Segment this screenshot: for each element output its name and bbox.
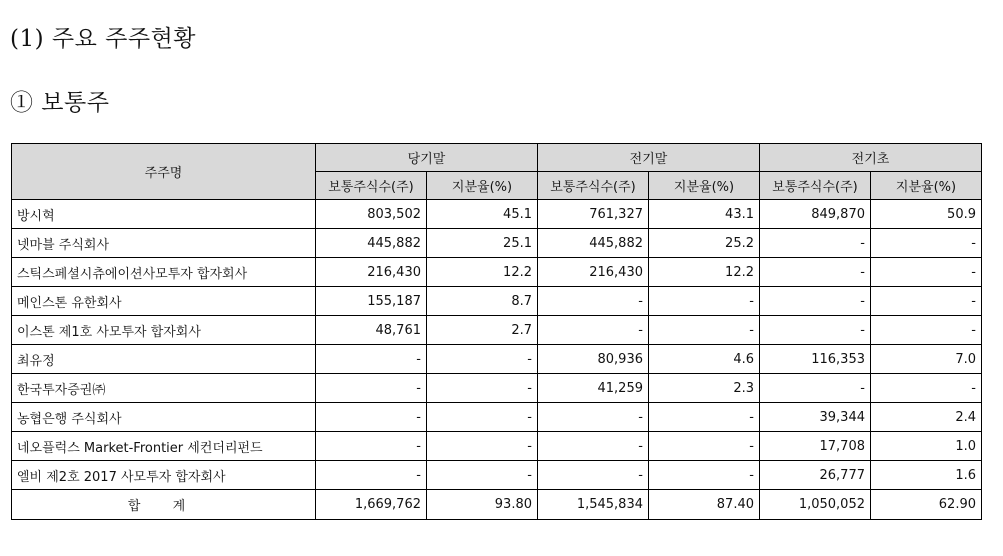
period-header: 당기말 (316, 144, 538, 172)
shares-cell: - (316, 461, 427, 490)
shares-cell: - (538, 403, 649, 432)
table-row (12, 316, 982, 345)
header-row-periods (12, 144, 982, 172)
shares-cell: 849,870 (760, 200, 871, 229)
shares-cell: - (760, 374, 871, 403)
ratio-cell: 2.7 (427, 316, 538, 345)
period-header: 전기말 (538, 144, 760, 172)
total-row (12, 490, 982, 520)
shares-cell: - (760, 287, 871, 316)
shares-cell: 803,502 (316, 200, 427, 229)
ratio-cell: - (871, 229, 982, 258)
ratio-cell: - (427, 461, 538, 490)
ratio-cell: 43.1 (649, 200, 760, 229)
ratio-header: 지분율(%) (871, 172, 982, 200)
ratio-cell: - (871, 316, 982, 345)
ratio-cell: 25.1 (427, 229, 538, 258)
shares-header: 보통주식수(주) (316, 172, 427, 200)
ratio-cell: 7.0 (871, 345, 982, 374)
holder-name: 방시혁 (12, 200, 316, 229)
ratio-cell: 12.2 (427, 258, 538, 287)
ratio-header: 지분율(%) (427, 172, 538, 200)
shares-cell: - (760, 258, 871, 287)
ratio-cell: - (649, 432, 760, 461)
shares-cell: - (316, 374, 427, 403)
ratio-cell: - (427, 403, 538, 432)
ratio-cell: - (649, 461, 760, 490)
ratio-cell: 4.6 (649, 345, 760, 374)
ratio-cell: 1.0 (871, 432, 982, 461)
shares-cell: 17,708 (760, 432, 871, 461)
table-row (12, 229, 982, 258)
ratio-cell: - (871, 258, 982, 287)
total-cell: 1,050,052 (760, 490, 871, 520)
shares-cell: 216,430 (316, 258, 427, 287)
total-label: 합 계 (12, 490, 316, 520)
shares-header: 보통주식수(주) (760, 172, 871, 200)
table-row (12, 403, 982, 432)
shares-cell: - (538, 432, 649, 461)
shares-cell: 155,187 (316, 287, 427, 316)
table-row (12, 258, 982, 287)
ratio-cell: - (649, 287, 760, 316)
subsection-heading: ① 보통주 (10, 90, 110, 116)
shares-cell: 48,761 (316, 316, 427, 345)
shares-cell: 26,777 (760, 461, 871, 490)
ratio-cell: 12.2 (649, 258, 760, 287)
shares-cell: 39,344 (760, 403, 871, 432)
ratio-header: 지분율(%) (649, 172, 760, 200)
total-cell: 62.90 (871, 490, 982, 520)
shares-cell: - (538, 287, 649, 316)
ratio-cell: - (649, 403, 760, 432)
shares-header: 보통주식수(주) (538, 172, 649, 200)
ratio-cell: - (649, 316, 760, 345)
ratio-cell: 1.6 (871, 461, 982, 490)
holder-name: 넷마블 주식회사 (12, 229, 316, 258)
table-row (12, 432, 982, 461)
ratio-cell: 45.1 (427, 200, 538, 229)
holder-name-header: 주주명 (12, 144, 316, 200)
shares-cell: - (538, 461, 649, 490)
ratio-cell: 2.3 (649, 374, 760, 403)
ratio-cell: - (871, 374, 982, 403)
total-cell: 87.40 (649, 490, 760, 520)
ratio-cell: - (871, 287, 982, 316)
table-row (12, 200, 982, 229)
shares-cell: 41,259 (538, 374, 649, 403)
total-cell: 93.80 (427, 490, 538, 520)
holder-name: 최유정 (12, 345, 316, 374)
shares-cell: 80,936 (538, 345, 649, 374)
holder-name: 엘비 제2호 2017 사모투자 합자회사 (12, 461, 316, 490)
table-row (12, 461, 982, 490)
table-row (12, 287, 982, 316)
table-body (12, 200, 982, 520)
shares-cell: - (316, 403, 427, 432)
shares-cell: 761,327 (538, 200, 649, 229)
table-row (12, 345, 982, 374)
shares-cell: - (316, 345, 427, 374)
shares-cell: 216,430 (538, 258, 649, 287)
period-header: 전기초 (760, 144, 982, 172)
ratio-cell: 8.7 (427, 287, 538, 316)
holder-name: 한국투자증권㈜ (12, 374, 316, 403)
holder-name: 네오플럭스 Market-Frontier 세컨더리펀드 (12, 432, 316, 461)
shares-cell: - (538, 316, 649, 345)
ratio-cell: - (427, 374, 538, 403)
ratio-cell: 25.2 (649, 229, 760, 258)
shareholders-table (11, 143, 982, 520)
total-cell: 1,545,834 (538, 490, 649, 520)
shares-cell: - (316, 432, 427, 461)
shares-cell: - (760, 229, 871, 258)
section-heading: (1) 주요 주주현황 (10, 26, 197, 52)
shares-cell: 445,882 (538, 229, 649, 258)
ratio-cell: 2.4 (871, 403, 982, 432)
shares-cell: 116,353 (760, 345, 871, 374)
shares-cell: 445,882 (316, 229, 427, 258)
holder-name: 스틱스페셜시츄에이션사모투자 합자회사 (12, 258, 316, 287)
table-row (12, 374, 982, 403)
holder-name: 농협은행 주식회사 (12, 403, 316, 432)
holder-name: 메인스톤 유한회사 (12, 287, 316, 316)
holder-name: 이스톤 제1호 사모투자 합자회사 (12, 316, 316, 345)
ratio-cell: - (427, 432, 538, 461)
ratio-cell: - (427, 345, 538, 374)
ratio-cell: 50.9 (871, 200, 982, 229)
shares-cell: - (760, 316, 871, 345)
total-cell: 1,669,762 (316, 490, 427, 520)
